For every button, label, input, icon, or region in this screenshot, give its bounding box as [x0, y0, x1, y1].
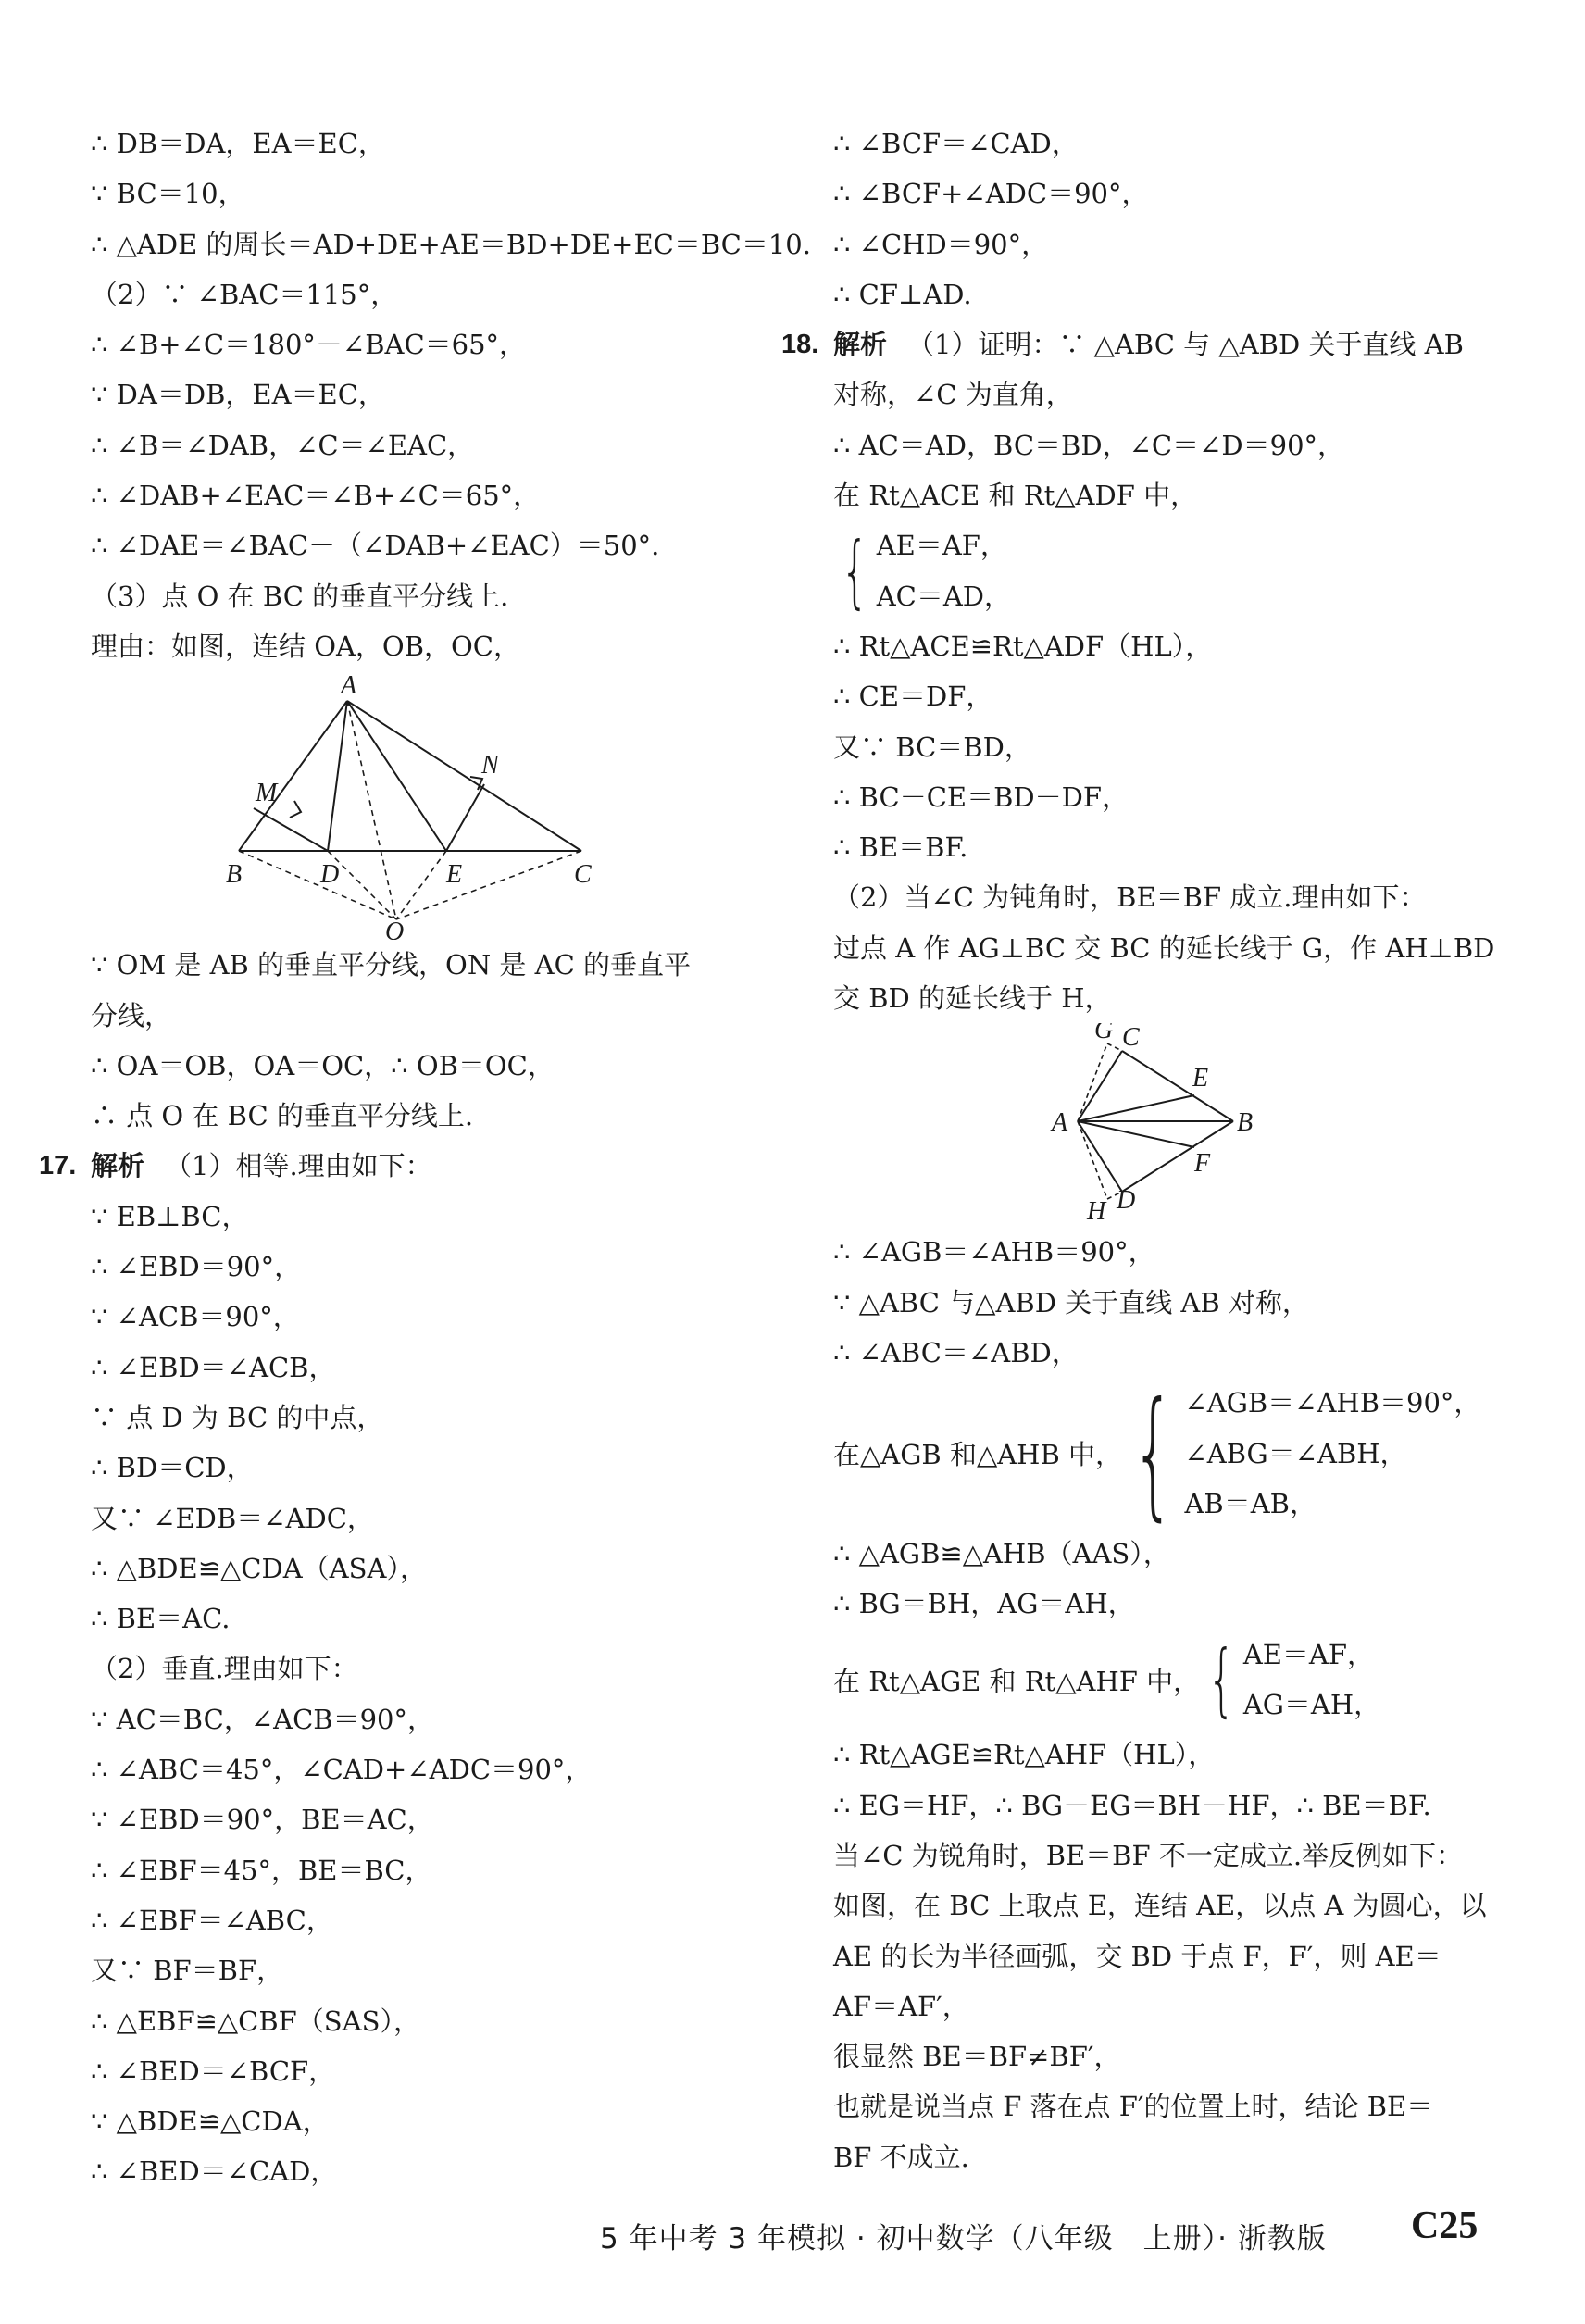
text-line: ∴ BD＝CD， [91, 1452, 254, 1484]
text-line: ∴ ∠EBF＝∠ABC， [91, 1904, 333, 1936]
analysis-tag: 解析 [91, 1152, 145, 1182]
brace-glyph: { [841, 524, 869, 618]
text-line: ∴ ∠EBD＝90°， [91, 1251, 302, 1283]
text-line: ∴ CE＝DF， [833, 681, 993, 713]
text-line: ∴ 点 O 在 BC 的垂直平分线上. [91, 1100, 474, 1132]
text-line: ∵ ∠EBD＝90°，BE＝AC， [91, 1804, 434, 1836]
question-number: 17. [39, 1151, 77, 1181]
text-line: ∵ OM 是 AB 的垂直平分线，ON 是 AC 的垂直平 [91, 949, 691, 981]
fig1-label-d: D [320, 860, 340, 890]
text-line: 对称，∠C 为直角， [833, 379, 1073, 411]
system-prefix: 在 Rt△AGE 和 Rt△AHF 中， [833, 1665, 1201, 1697]
fig2-label-g: G [1094, 1023, 1114, 1045]
text-line: AE 的长为半径画弧，交 BD 于点 F，F′，则 AE＝ [833, 1940, 1441, 1972]
text-line: ∴ ∠AGB＝∠AHB＝90°， [833, 1236, 1155, 1268]
text-line: ∵ △ABC 与△ABD 关于直线 AB 对称， [833, 1286, 1309, 1318]
text-line: 当∠C 为锐角时，BE＝BF 不一定成立.举反例如下： [833, 1839, 1464, 1871]
fig1-label-b: B [226, 860, 243, 890]
figure-symmetric-triangles [833, 1023, 1481, 1227]
text-line: （1）相等.理由如下： [165, 1150, 432, 1182]
fig2-label-h: H [1087, 1197, 1106, 1227]
text-line: ∴ △BDE≌△CDA（ASA）， [91, 1552, 427, 1584]
analysis-tag: 解析 [833, 331, 888, 361]
text-line: AE＝AF， [876, 530, 1007, 562]
page-number: C25 [1411, 2205, 1479, 2247]
text-line: ∵ 点 D 为 BC 的中点， [91, 1401, 384, 1433]
figure-2-svg [833, 1023, 1481, 1227]
text-line: ∴ BG＝BH，AG＝AH， [833, 1588, 1135, 1620]
text-line: ∴ OA＝OB，OA＝OC，∴ OB＝OC， [91, 1049, 555, 1081]
text-line: ∴ CF⊥AD. [833, 278, 972, 310]
text-line: 又∵ ∠EDB＝∠ADC， [91, 1502, 374, 1534]
text-line: ∵ EB⊥BC， [91, 1200, 249, 1232]
text-line: ∴ BC－CE＝BD－DF， [833, 781, 1129, 813]
text-line: ∵ AC＝BC，∠ACB＝90°， [91, 1703, 434, 1735]
question-18-header [781, 319, 1481, 369]
text-line: ∴ DB＝DA，EA＝EC， [91, 128, 385, 159]
text-line: AG＝AH， [1242, 1689, 1381, 1721]
equation-system-1 [833, 520, 1481, 621]
text-line: （3）点 O 在 BC 的垂直平分线上. [91, 580, 509, 612]
text-line: AE＝AF， [1242, 1638, 1374, 1670]
fig1-label-e: E [446, 860, 463, 890]
text-line: AC＝AD， [876, 580, 1012, 612]
text-line: ∴ ∠BCF＝∠CAD， [833, 128, 1079, 159]
text-line: （2）当∠C 为钝角时，BE＝BF 成立.理由如下： [833, 881, 1427, 914]
text-line: ∴ △AGB≌△AHB（AAS）， [833, 1538, 1170, 1570]
text-line: BF 不成立. [833, 2141, 969, 2173]
fig2-label-a: A [1052, 1108, 1068, 1138]
text-line: ∴ ∠CHD＝90°， [833, 228, 1049, 260]
fig1-label-m: M [256, 779, 278, 808]
fig2-label-d: D [1117, 1186, 1136, 1216]
book-title: 5 年中考 3 年模拟 · 初中数学（八年级 上册）· 浙教版 [600, 2222, 1327, 2255]
text-line: （1）证明：∵ △ABC 与 △ABD 关于直线 AB [907, 329, 1464, 361]
text-line: 交 BD 的延长线于 H， [833, 982, 1112, 1015]
text-line: ∴ △EBF≌△CBF（SAS）， [91, 2005, 420, 2037]
text-line: ∴ ∠BED＝∠CAD， [91, 2155, 338, 2188]
text-line: ∴ Rt△ACE≌Rt△ADF（HL）， [833, 630, 1213, 662]
text-line: ∴ ∠ABC＝∠ABD， [833, 1336, 1079, 1368]
text-line: 又∵ BF＝BF， [91, 1955, 284, 1987]
text-line: ∴ Rt△AGE≌Rt△AHF（HL）， [833, 1739, 1216, 1771]
brace-glyph: { [1130, 1372, 1176, 1534]
left-column [39, 119, 811, 2197]
fig2-label-b: B [1237, 1108, 1254, 1138]
text-line: ∴ ∠ABC＝45°，∠CAD+∠ADC＝90°， [91, 1754, 593, 1786]
text-line: ∠AGB＝∠AHB＝90°， [1184, 1387, 1481, 1419]
right-column [781, 119, 1495, 2182]
question-number: 18. [781, 330, 819, 360]
text-line: ∴ BE＝BF. [833, 831, 968, 864]
text-line: ∵ ∠ACB＝90°， [91, 1301, 300, 1333]
text-line: ∴ ∠B+∠C＝180°－∠BAC＝65°， [91, 329, 527, 361]
text-line: 过点 A 作 AG⊥BC 交 BC 的延长线于 G，作 AH⊥BD [833, 931, 1495, 964]
fig2-label-c: C [1122, 1023, 1140, 1053]
text-line: ∵ BC＝10， [91, 178, 245, 210]
fig2-label-f: F [1194, 1149, 1211, 1179]
text-line: 也就是说当点 F 落在点 F′的位置上时，结论 BE＝ [833, 2091, 1434, 2123]
text-line: 分线， [91, 999, 172, 1031]
fig1-label-o: O [385, 918, 405, 941]
text-line: ∴ △ADE 的周长＝AD+DE+AE＝BD+DE+EC＝BC＝10. [91, 228, 811, 260]
brace-glyph: { [1207, 1633, 1236, 1727]
text-line: 在 Rt△ACE 和 Rt△ADF 中， [833, 480, 1198, 512]
text-line: AF＝AF′， [833, 1990, 969, 2022]
equation-system-3 [833, 1630, 1481, 1731]
fig1-label-a: A [341, 671, 357, 701]
text-line: ∵ DA＝DB，EA＝EC， [91, 379, 385, 411]
figure-1-svg [91, 671, 646, 940]
text-line: ∴ EG＝HF，∴ BG－EG＝BH－HF，∴ BE＝BF. [833, 1789, 1431, 1821]
figure-triangle-perpendicular-bisectors [91, 671, 739, 940]
text-line: 理由：如图，连结 OA，OB，OC， [91, 630, 520, 662]
text-line: 很显然 BE＝BF≠BF′， [833, 2041, 1121, 2073]
text-line: ∴ ∠EBD＝∠ACB， [91, 1351, 336, 1383]
text-line: 又∵ BC＝BD， [833, 731, 1031, 763]
text-line: ∴ ∠EBF＝45°，BE＝BC， [91, 1854, 432, 1886]
text-line: （2）∵ ∠BAC＝115°， [91, 278, 398, 310]
text-line: ∴ AC＝AD，BC＝BD，∠C＝∠D＝90°， [833, 429, 1345, 461]
text-line: ∴ BE＝AC. [91, 1603, 231, 1635]
text-line: ∴ ∠DAE＝∠BAC－（∠DAB+∠EAC）＝50°. [91, 530, 660, 562]
text-line: （2）垂直.理由如下： [91, 1653, 358, 1685]
fig1-label-n: N [481, 751, 499, 781]
fig2-label-e: E [1192, 1064, 1209, 1093]
page-footer [600, 2205, 1516, 2261]
system-prefix: 在△AGB 和△AHB 中， [833, 1439, 1123, 1471]
text-line: ∠ABG＝∠ABH， [1184, 1437, 1407, 1469]
text-line: ∴ ∠BCF+∠ADC＝90°， [833, 178, 1149, 210]
text-line: ∴ ∠B＝∠DAB，∠C＝∠EAC， [91, 429, 475, 461]
equation-system-2 [833, 1372, 1481, 1534]
text-line: ∴ ∠BED＝∠BCF， [91, 2055, 336, 2087]
fig1-label-c: C [574, 860, 592, 890]
text-line: ∴ ∠DAB+∠EAC＝∠B+∠C＝65°， [91, 480, 541, 512]
text-line: AB＝AB， [1184, 1487, 1317, 1519]
text-line: ∵ △BDE≌△CDA， [91, 2105, 330, 2138]
text-line: 如图，在 BC 上取点 E，连结 AE，以点 A 为圆心，以 [833, 1890, 1487, 1922]
question-17-header [39, 1141, 739, 1191]
